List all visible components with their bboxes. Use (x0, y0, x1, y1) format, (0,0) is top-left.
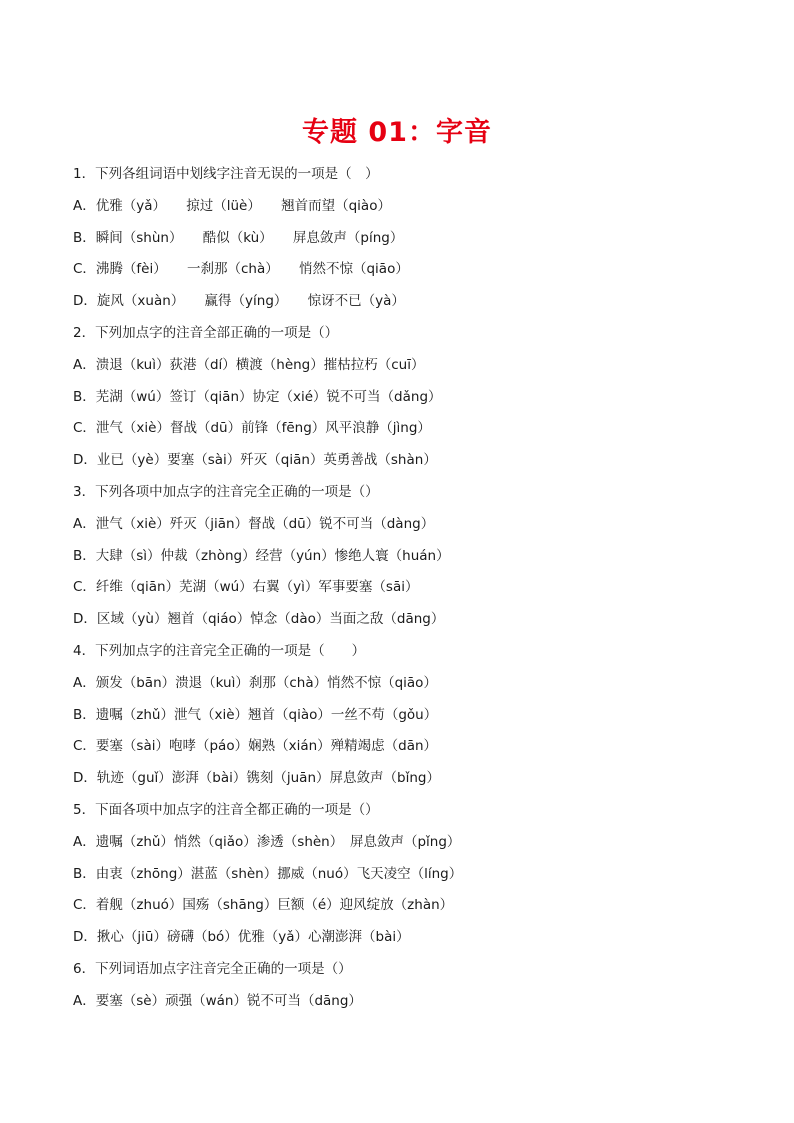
question-4-option-b: B．遗嘱（zhǔ）泄气（xiè）翘首（qiào）一丝不苟（gǒu） (73, 706, 438, 723)
question-3-option-d: D．区域（yù）翘首（qiáo）悼念（dào）当面之敌（dāng） (73, 611, 445, 628)
page-title: 专题 01：字音 (302, 117, 492, 148)
question-3-option-c: C．纤维（qiān）芜湖（wú）右翼（yì）军事要塞（sāi） (73, 579, 419, 596)
question-4-option-a: A．颁发（bān）溃退（kuì）刹那（chà）悄然不惊（qiāo） (73, 674, 437, 691)
question-5-option-b: B．由衷（zhōng）湛蓝（shèn）挪威（nuó）飞天凌空（líng） (73, 865, 463, 882)
question-2-option-b: B．芜湖（wú）签订（qiān）协定（xié）锐不可当（dǎng） (73, 388, 442, 405)
question-4-stem: 4．下列加点字的注音完全正确的一项是（ ） (73, 642, 366, 659)
question-6-option-a: A．要塞（sè）顽强（wán）锐不可当（dāng） (73, 992, 362, 1009)
question-5-stem: 5．下面各项中加点字的注音全都正确的一项是（） (73, 801, 379, 818)
question-5-option-a: A．遗嘱（zhǔ）悄然（qiǎo）渗透（shèn） 屏息敛声（pǐng） (73, 833, 461, 850)
question-1-option-c: C．沸腾（fèi） 一刹那（chà） 悄然不惊（qiāo） (73, 261, 409, 278)
question-3-option-b: B．大肆（sì）仲裁（zhòng）经营（yún）惨绝人寰（huán） (73, 547, 450, 564)
question-3-option-a: A．泄气（xiè）歼灭（jiān）督战（dū）锐不可当（dàng） (73, 515, 435, 532)
question-1-option-b: B．瞬间（shùn） 酷似（kù） 屏息敛声（píng） (73, 229, 404, 246)
question-list (73, 163, 753, 1022)
question-5-option-c: C．着舰（zhuó）国殇（shāng）巨额（é）迎风绽放（zhàn） (73, 897, 454, 914)
question-1-option-a: A．优雅（yǎ） 掠过（lüè） 翘首而望（qiào） (73, 197, 391, 214)
question-4-option-c: C．要塞（sài）咆哮（páo）娴熟（xián）殚精竭虑（dān） (73, 738, 438, 755)
question-1-option-d: D．旋风（xuàn） 赢得（yíng） 惊讶不已（yà） (73, 293, 405, 310)
question-5-option-d: D．揪心（jiū）磅礴（bó）优雅（yǎ）心潮澎湃（bài） (73, 929, 410, 946)
question-6-stem: 6．下列词语加点字注音完全正确的一项是（） (73, 960, 352, 977)
question-2-option-a: A．溃退（kuì）荻港（dí）横渡（hèng）摧枯拉朽（cuī） (73, 356, 425, 373)
question-3-stem: 3．下列各项中加点字的注音完全正确的一项是（） (73, 483, 379, 500)
question-2-option-c: C．泄气（xiè）督战（dū）前锋（fēng）风平浪静（jìng） (73, 420, 431, 437)
question-2-option-d: D．业已（yè）要塞（sài）歼灭（qiān）英勇善战（shàn） (73, 452, 437, 469)
question-4-option-d: D．轨迹（guǐ）澎湃（bài）镌刻（juān）屏息敛声（bǐng） (73, 770, 440, 787)
question-2-stem: 2．下列加点字的注音全部正确的一项是（） (73, 324, 339, 341)
question-1-stem: 1．下列各组词语中划线字注音无误的一项是（ ） (73, 166, 379, 182)
